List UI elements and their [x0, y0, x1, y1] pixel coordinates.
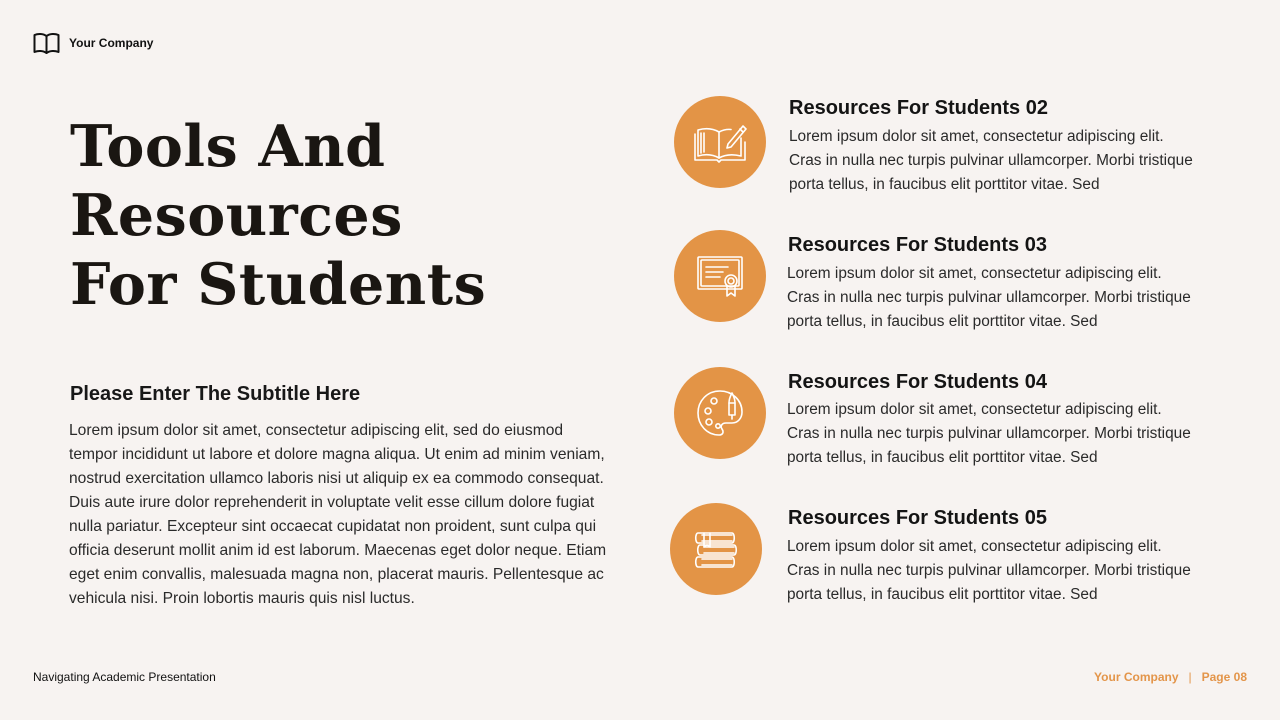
resource-title: Resources For Students 04 [788, 371, 1047, 393]
brand-name: Your Company [69, 36, 154, 50]
resource-item [0, 96, 1280, 206]
resource-icon-circle [674, 367, 766, 459]
resource-text: Lorem ipsum dolor sit amet, consectetur adipiscing elit. Cras in nulla nec turpis pulvinar ullamcorper. Morbi tristique porta tellus, in faucibus elit porttitor vitae. Sed [787, 265, 1191, 330]
palette-icon [692, 385, 748, 441]
open-book-pen-icon [692, 114, 748, 170]
body-paragraph: Lorem ipsum dolor sit amet, consectetur adipiscing elit, sed do eiusmod tempor incididunt ut labore et dolore magna aliqua. Ut enim ad minim veniam, nostrud exercitation ullamco laboris nisi ut aliquip ex ea commodo consequat. Duis aute irure dolor reprehenderit in voluptate velit esse cillum dolore fugiat nulla pariatur. Excepteur sint occaecat cupidatat non proident, sunt culpa qui officia deserunt mollit anim id est laborum. Maecenas eget dolor neque. Etiam eget enim convallis, malesuada magna non, placerat mauris. Pellentesque ac vehicula nisi. Proin lobortis mauris quis nisl luctus. [69, 422, 607, 607]
resource-icon-circle [674, 230, 766, 322]
certificate-icon [692, 248, 748, 304]
resource-title: Resources For Students 03 [788, 234, 1047, 256]
page-number: Page 08 [1201, 670, 1247, 684]
resource-text: Lorem ipsum dolor sit amet, consectetur adipiscing elit. Cras in nulla nec turpis pulvinar ullamcorper. Morbi tristique porta tellus, in faucibus elit porttitor vitae. Sed [787, 538, 1191, 603]
resource-title: Resources For Students 02 [789, 97, 1048, 119]
resource-item [0, 503, 1280, 613]
resource-item [0, 367, 1280, 477]
footer-company-page [1094, 670, 1247, 684]
presentation-name: Navigating Academic Presentation [33, 670, 216, 684]
book-icon [33, 32, 60, 54]
title-line-3: For Students [70, 251, 487, 318]
brand [33, 32, 153, 54]
resource-icon-circle [674, 96, 766, 188]
resource-icon-circle [670, 503, 762, 595]
book-stack-icon [688, 521, 744, 577]
footer-company: Your Company [1094, 670, 1179, 684]
resource-text: Lorem ipsum dolor sit amet, consectetur adipiscing elit. Cras in nulla nec turpis pulvinar ullamcorper. Morbi tristique porta tellus, in faucibus elit porttitor vitae. Sed [789, 128, 1193, 193]
subtitle: Please Enter The Subtitle Here [70, 383, 361, 405]
title-line-1: Tools And [70, 113, 386, 180]
resource-item [0, 230, 1280, 340]
resource-text: Lorem ipsum dolor sit amet, consectetur adipiscing elit. Cras in nulla nec turpis pulvinar ullamcorper. Morbi tristique porta tellus, in faucibus elit porttitor vitae. Sed [787, 401, 1191, 466]
resource-title: Resources For Students 05 [788, 507, 1047, 529]
footer-separator: | [1188, 670, 1192, 684]
title-line-2: Resources [70, 182, 403, 249]
